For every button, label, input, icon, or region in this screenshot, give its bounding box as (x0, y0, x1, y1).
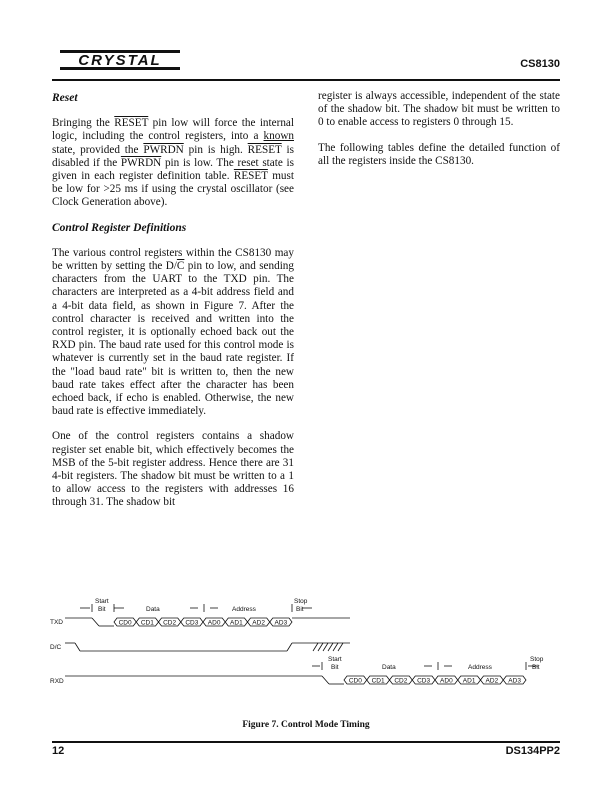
document-id: DS134PP2 (505, 745, 560, 757)
rxd-data-label: Data (382, 664, 396, 671)
txd-stop-label-2: Bit (296, 606, 304, 613)
txd-address-label: Address (232, 606, 256, 613)
txd-bit-cells (114, 618, 292, 627)
control-register-paragraph-2: One of the control registers contains a shadow register set enable bit, which effectively becomes the MSB of the 5-bit register address. Hence there are 31 4-bit registers. The shadow bit must be written to a 1 to allow access to the registers with addresses 16 through 31. The shadow bit (52, 430, 294, 509)
control-register-paragraph-1: The various control registers within the CS8130 may be written by setting the $D/\overline{C}$ pin to low, and sending characters from the UART to the TXD pin. The characters are interpreted as a 4-bit address field and a 4-bit data field, as shown in Figure 7. After the control character is received and written into the control register, it is optionally echoed back out the RXD pin. The baud rate used for this control mode is whatever is currently set in the baud rate register. If the "load baud rate" bit is written to, then the new baud rate takes effect after the character has been echoed back, if echo is enabled. Otherwise, the new baud rate is effective immediately. (52, 246, 294, 418)
part-number: CS8130 (520, 58, 560, 70)
page-number: 12 (52, 745, 65, 757)
rxd-start-label-1: Start (328, 656, 342, 663)
reset-paragraph: Bringing the RESET pin low will force the internal logic, including the control registers, into a known state, provided the PWRDN pin is high. RESET is disabled if the PWRDN pin is low. The reset state is given in each register definition table. RESET must be low for >25 ms if using the crystal oscillator (see Clock Generation above). (52, 117, 294, 209)
crystal-logo (60, 50, 180, 70)
rxd-signal-label: RXD (50, 678, 64, 685)
footer-rule (52, 741, 560, 743)
rxd-bit-label: CD3 (417, 677, 431, 685)
svg-text:CRYSTAL: CRYSTAL (78, 52, 162, 69)
txd-bit-label: CD0 (118, 619, 132, 627)
tables-intro-paragraph: The following tables define the detailed function of all the registers inside the CS8130. (318, 141, 560, 167)
header-rule (52, 79, 560, 81)
txd-bit-label: AD1 (230, 619, 243, 627)
txd-bit-label: AD0 (207, 619, 221, 627)
rxd-bit-label: CD2 (394, 677, 408, 685)
reset-heading: Reset (52, 92, 78, 104)
right-column (318, 90, 560, 180)
txd-stop-label-1: Stop (294, 598, 308, 605)
txd-bit-label: CD2 (163, 619, 177, 627)
txd-start-label-1: Start (95, 598, 109, 605)
rxd-bit-cells (344, 676, 526, 685)
rxd-bit-label: CD0 (348, 677, 362, 685)
rxd-bit-label: CD1 (371, 677, 385, 685)
rxd-address-label: Address (468, 664, 492, 671)
rxd-bit-label: AD0 (440, 677, 453, 685)
shadow-register-paragraph: register is always accessible, independent of the state of the shadow bit. The shadow bit must be written to 0 to enable access to registers 0 through 15. (318, 90, 560, 129)
dc-signal-label: D/C (50, 644, 62, 651)
txd-start-label-2: Bit (98, 606, 106, 613)
txd-bit-label: CD3 (185, 619, 199, 627)
control-mode-timing-diagram (50, 592, 562, 702)
rxd-bit-label: AD1 (462, 677, 476, 685)
figure-caption: Figure 7. Control Mode Timing (242, 720, 370, 730)
left-column (52, 90, 294, 522)
txd-bit-label: CD1 (140, 619, 154, 627)
rxd-stop-label-2: Bit (532, 664, 540, 671)
rxd-start-label-2: Bit (331, 664, 339, 671)
txd-signal-label: TXD (50, 619, 63, 626)
rxd-stop-label-1: Stop (530, 656, 544, 663)
rxd-bit-label: AD3 (508, 677, 521, 685)
rxd-bit-label: AD2 (485, 677, 499, 685)
txd-data-label: Data (146, 606, 160, 613)
txd-bit-label: AD2 (252, 619, 265, 627)
txd-bit-label: AD3 (274, 619, 288, 627)
control-register-heading: Control Register Definitions (52, 221, 187, 234)
